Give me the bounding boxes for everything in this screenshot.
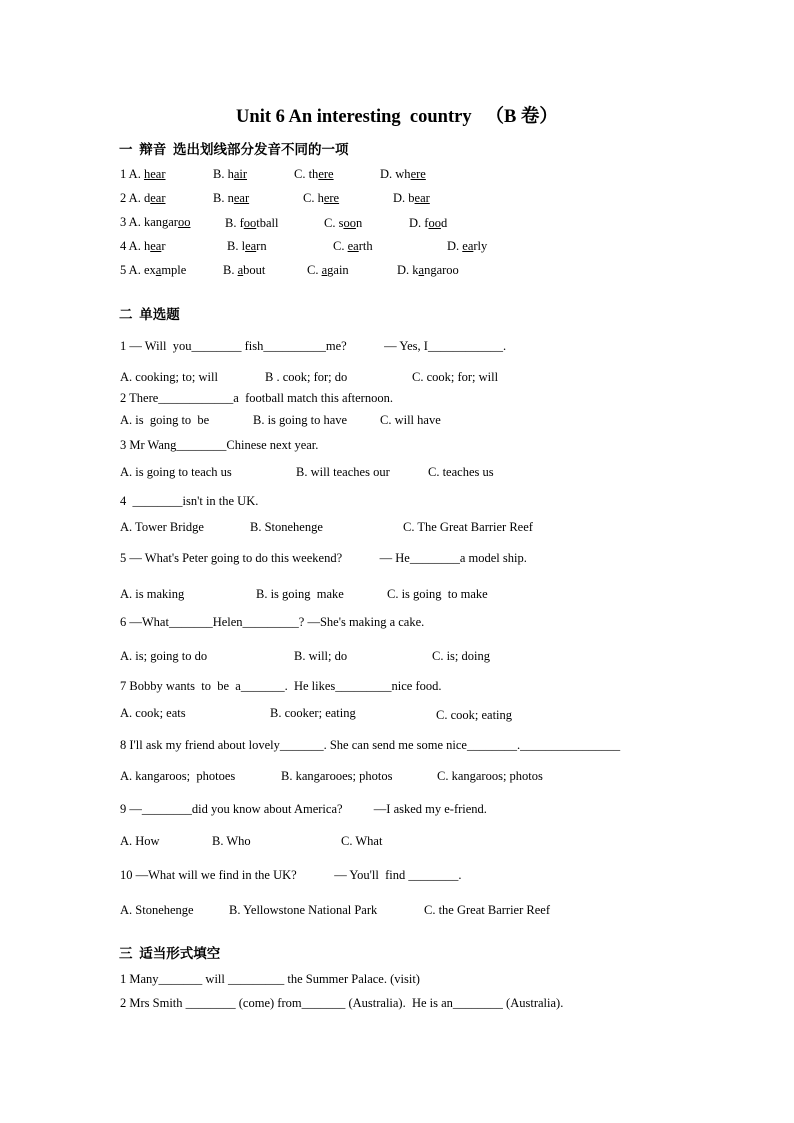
mc-6-option-a: A. is; going to do: [120, 649, 208, 663]
mc-1-option-b: B . cook; for; do: [265, 370, 348, 384]
mc-4-option-b: B. Stonehenge: [250, 520, 323, 534]
mc-1-option-a: A. cooking; to; will: [120, 370, 218, 384]
mc-10-option-a: A. Stonehenge: [120, 903, 194, 917]
q4-option-d: D. early: [447, 239, 488, 253]
mc-question-2: 2 There____________a football match this afternoon.: [120, 391, 393, 405]
mc-question-8: 8 I'll ask my friend about lovely_______. She can send me some nice________.________________: [120, 738, 621, 752]
q3-option-d: D. food: [409, 216, 448, 230]
mc-question-7: 7 Bobby wants to be a_______. He likes_________nice food.: [120, 679, 442, 693]
mc-2-option-a: A. is going to be: [120, 413, 210, 427]
mc-5-option-b: B. is going make: [256, 587, 344, 601]
mc-4-option-c: C. The Great Barrier Reef: [403, 520, 533, 534]
q1-option-d: D. where: [380, 167, 426, 181]
mc-question-4: 4 ________isn't in the UK.: [120, 494, 259, 508]
q2-option-d: D. bear: [393, 191, 430, 205]
mc-10-option-c: C. the Great Barrier Reef: [424, 903, 550, 917]
mc-question-1: 1 — Will you________ fish__________me? — Yes, I____________.: [120, 339, 507, 353]
mc-10-option-b: B. Yellowstone National Park: [229, 903, 378, 917]
mc-9-option-a: A. How: [120, 834, 160, 848]
section-3-heading: 三 适当形式填空: [119, 946, 221, 961]
mc-8-option-b: B. kangarooes; photos: [281, 769, 393, 783]
q3-option-b: B. football: [225, 216, 279, 230]
mc-2-option-b: B. is going to have: [253, 413, 348, 427]
fill-question-2: 2 Mrs Smith ________ (come) from_______ (Australia). He is an________ (Australia).: [120, 996, 564, 1010]
q1-option-c: C. there: [294, 167, 334, 181]
mc-9-option-b: B. Who: [212, 834, 251, 848]
mc-1-option-c: C. cook; for; will: [412, 370, 499, 384]
q5-option-b: B. about: [223, 263, 266, 277]
q5-option-a: 5 A. example: [120, 263, 187, 277]
section-2-heading: 二 单选题: [119, 307, 180, 322]
mc-7-option-b: B. cooker; eating: [270, 706, 356, 720]
mc-8-option-a: A. kangaroos; photoes: [120, 769, 236, 783]
fill-question-1: 1 Many_______ will _________ the Summer Palace. (visit): [120, 972, 420, 986]
mc-5-option-c: C. is going to make: [387, 587, 488, 601]
mc-question-3: 3 Mr Wang________Chinese next year.: [120, 438, 319, 452]
mc-6-option-b: B. will; do: [294, 649, 348, 663]
mc-7-option-c: C. cook; eating: [436, 708, 513, 722]
mc-5-option-a: A. is making: [120, 587, 185, 601]
q2-option-c: C. here: [303, 191, 340, 205]
mc-3-option-b: B. will teaches our: [296, 465, 390, 479]
mc-9-option-c: C. What: [341, 834, 383, 848]
q3-option-a: 3 A. kangaroo: [120, 215, 191, 229]
mc-question-6: 6 —What_______Helen_________? —She's making a cake.: [120, 615, 425, 629]
mc-question-10: 10 —What will we find in the UK? — You'll find ________.: [120, 868, 462, 882]
q5-option-c: C. again: [307, 263, 349, 277]
section-1-heading: 一 辩音 选出划线部分发音不同的一项: [119, 142, 349, 157]
q4-option-c: C. earth: [333, 239, 373, 253]
mc-7-option-a: A. cook; eats: [120, 706, 186, 720]
mc-question-5: 5 — What's Peter going to do this weekend? — He________a model ship.: [120, 551, 527, 565]
q3-option-c: C. soon: [324, 216, 363, 230]
q5-option-d: D. kangaroo: [397, 263, 459, 277]
mc-question-9: 9 —________did you know about America? —I asked my e-friend.: [120, 802, 487, 816]
mc-6-option-c: C. is; doing: [432, 649, 490, 663]
q2-option-b: B. near: [213, 191, 250, 205]
mc-4-option-a: A. Tower Bridge: [120, 520, 204, 534]
q1-option-a: 1 A. hear: [120, 167, 166, 181]
q4-option-b: B. learn: [227, 239, 267, 253]
mc-3-option-c: C. teaches us: [428, 465, 494, 479]
mc-8-option-c: C. kangaroos; photos: [437, 769, 543, 783]
q1-option-b: B. hair: [213, 167, 248, 181]
q2-option-a: 2 A. dear: [120, 191, 166, 205]
page-title: Unit 6 An interesting country （B 卷）: [236, 107, 558, 127]
mc-2-option-c: C. will have: [380, 413, 441, 427]
q4-option-a: 4 A. hear: [120, 239, 166, 253]
mc-3-option-a: A. is going to teach us: [120, 465, 232, 479]
